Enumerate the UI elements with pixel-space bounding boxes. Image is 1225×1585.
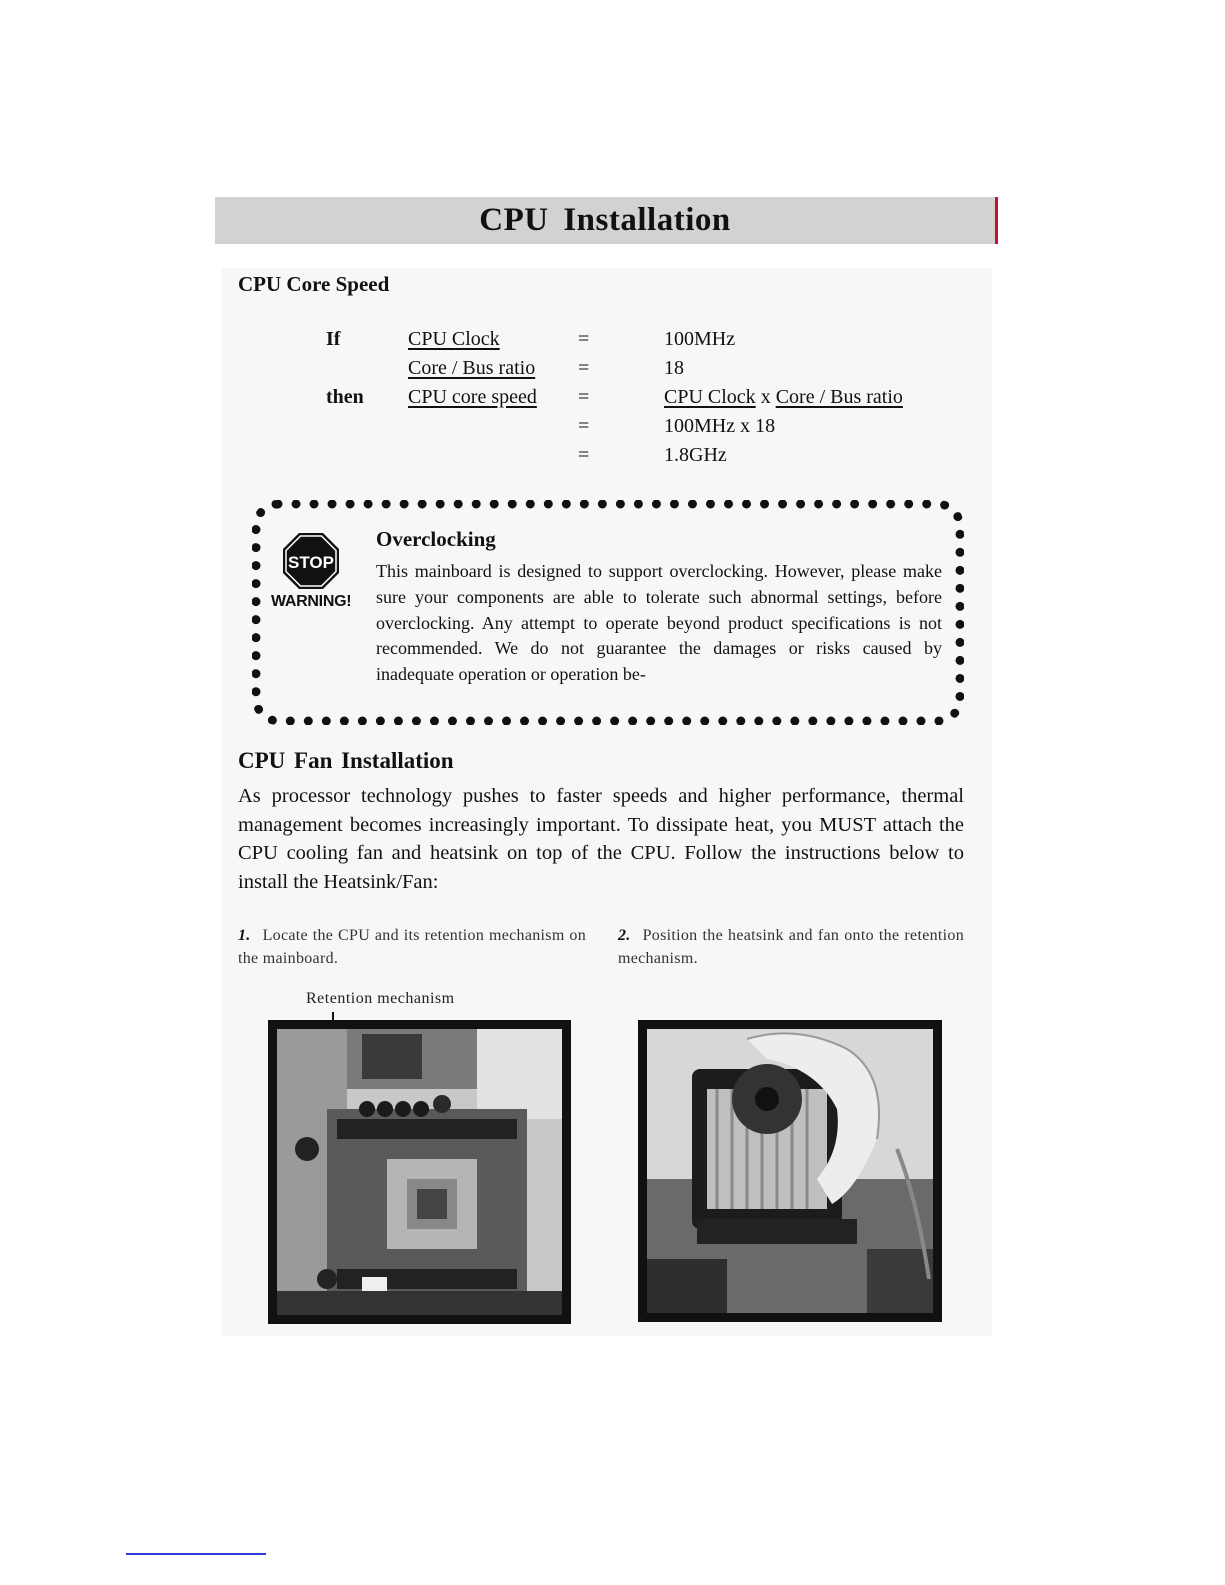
formula-value: 100MHz x 18 — [664, 415, 776, 437]
formula-equals: = — [578, 386, 590, 408]
formula-equals: = — [578, 357, 590, 379]
warning-title: Overclocking — [376, 527, 496, 551]
formula-term: Core / Bus ratio — [408, 357, 536, 379]
step-2 — [618, 924, 964, 970]
formula-lead: then — [326, 386, 364, 408]
fan-installation-paragraph: As processor technology pushes to faster speeds and higher performance, thermal management becomes increasingly important. To dissipate heat, you MUST attach the CPU cooling fan and heatsink on top of the CPU. Follow the instructions below to install the Heatsink/Fan: — [238, 785, 964, 893]
formula-value: 100MHz — [664, 328, 736, 350]
step-text: Position the heatsink and fan onto the retention mechanism. — [618, 927, 964, 967]
formula-value-ratio: Core / Bus ratio — [775, 386, 903, 408]
formula-times: x — [760, 386, 771, 408]
section-header-bar — [215, 197, 998, 244]
formula-term: CPU Clock — [408, 328, 500, 350]
formula-equals: = — [578, 415, 590, 437]
step-1 — [238, 924, 586, 970]
formula-value: 18 — [664, 357, 684, 379]
fan-installation-heading: CPU Fan Installation — [238, 748, 454, 773]
formula-value — [664, 386, 903, 409]
step-number: 2. — [618, 927, 631, 944]
stop-sign-text: STOP — [288, 553, 334, 572]
formula-value-clock: CPU Clock — [664, 386, 756, 408]
core-speed-heading: CPU Core Speed — [238, 272, 390, 296]
warning-label: WARNING! — [271, 593, 352, 610]
formula-term: CPU core speed — [408, 386, 537, 408]
step-number: 1. — [238, 927, 251, 944]
formula-lead: If — [326, 328, 341, 350]
formula-equals: = — [578, 444, 590, 466]
stop-sign-icon — [281, 531, 341, 591]
formula-value: 1.8GHz — [664, 444, 727, 466]
formula-equals: = — [578, 328, 590, 350]
warning-text: This mainboard is designed to support overclocking. However, please make sure your components are able to tolerate such abnormal settings, before overclocking. Any attempt to operate beyond product specifications is not recommended. We do not guarantee the damages or risks caused by inadequate operation or operation be- — [376, 561, 942, 685]
overclocking-warning-box — [252, 500, 964, 725]
footer-link-underline — [126, 1553, 266, 1555]
photo-cpu-socket — [268, 1020, 571, 1324]
step-text: Locate the CPU and its retention mechanism on the mainboard. — [238, 927, 586, 967]
page-title: CPU Installation — [479, 202, 731, 238]
photo-heatsink-placement — [638, 1020, 942, 1322]
page-content — [222, 268, 992, 1336]
retention-mechanism-callout: Retention mechanism — [306, 990, 455, 1007]
